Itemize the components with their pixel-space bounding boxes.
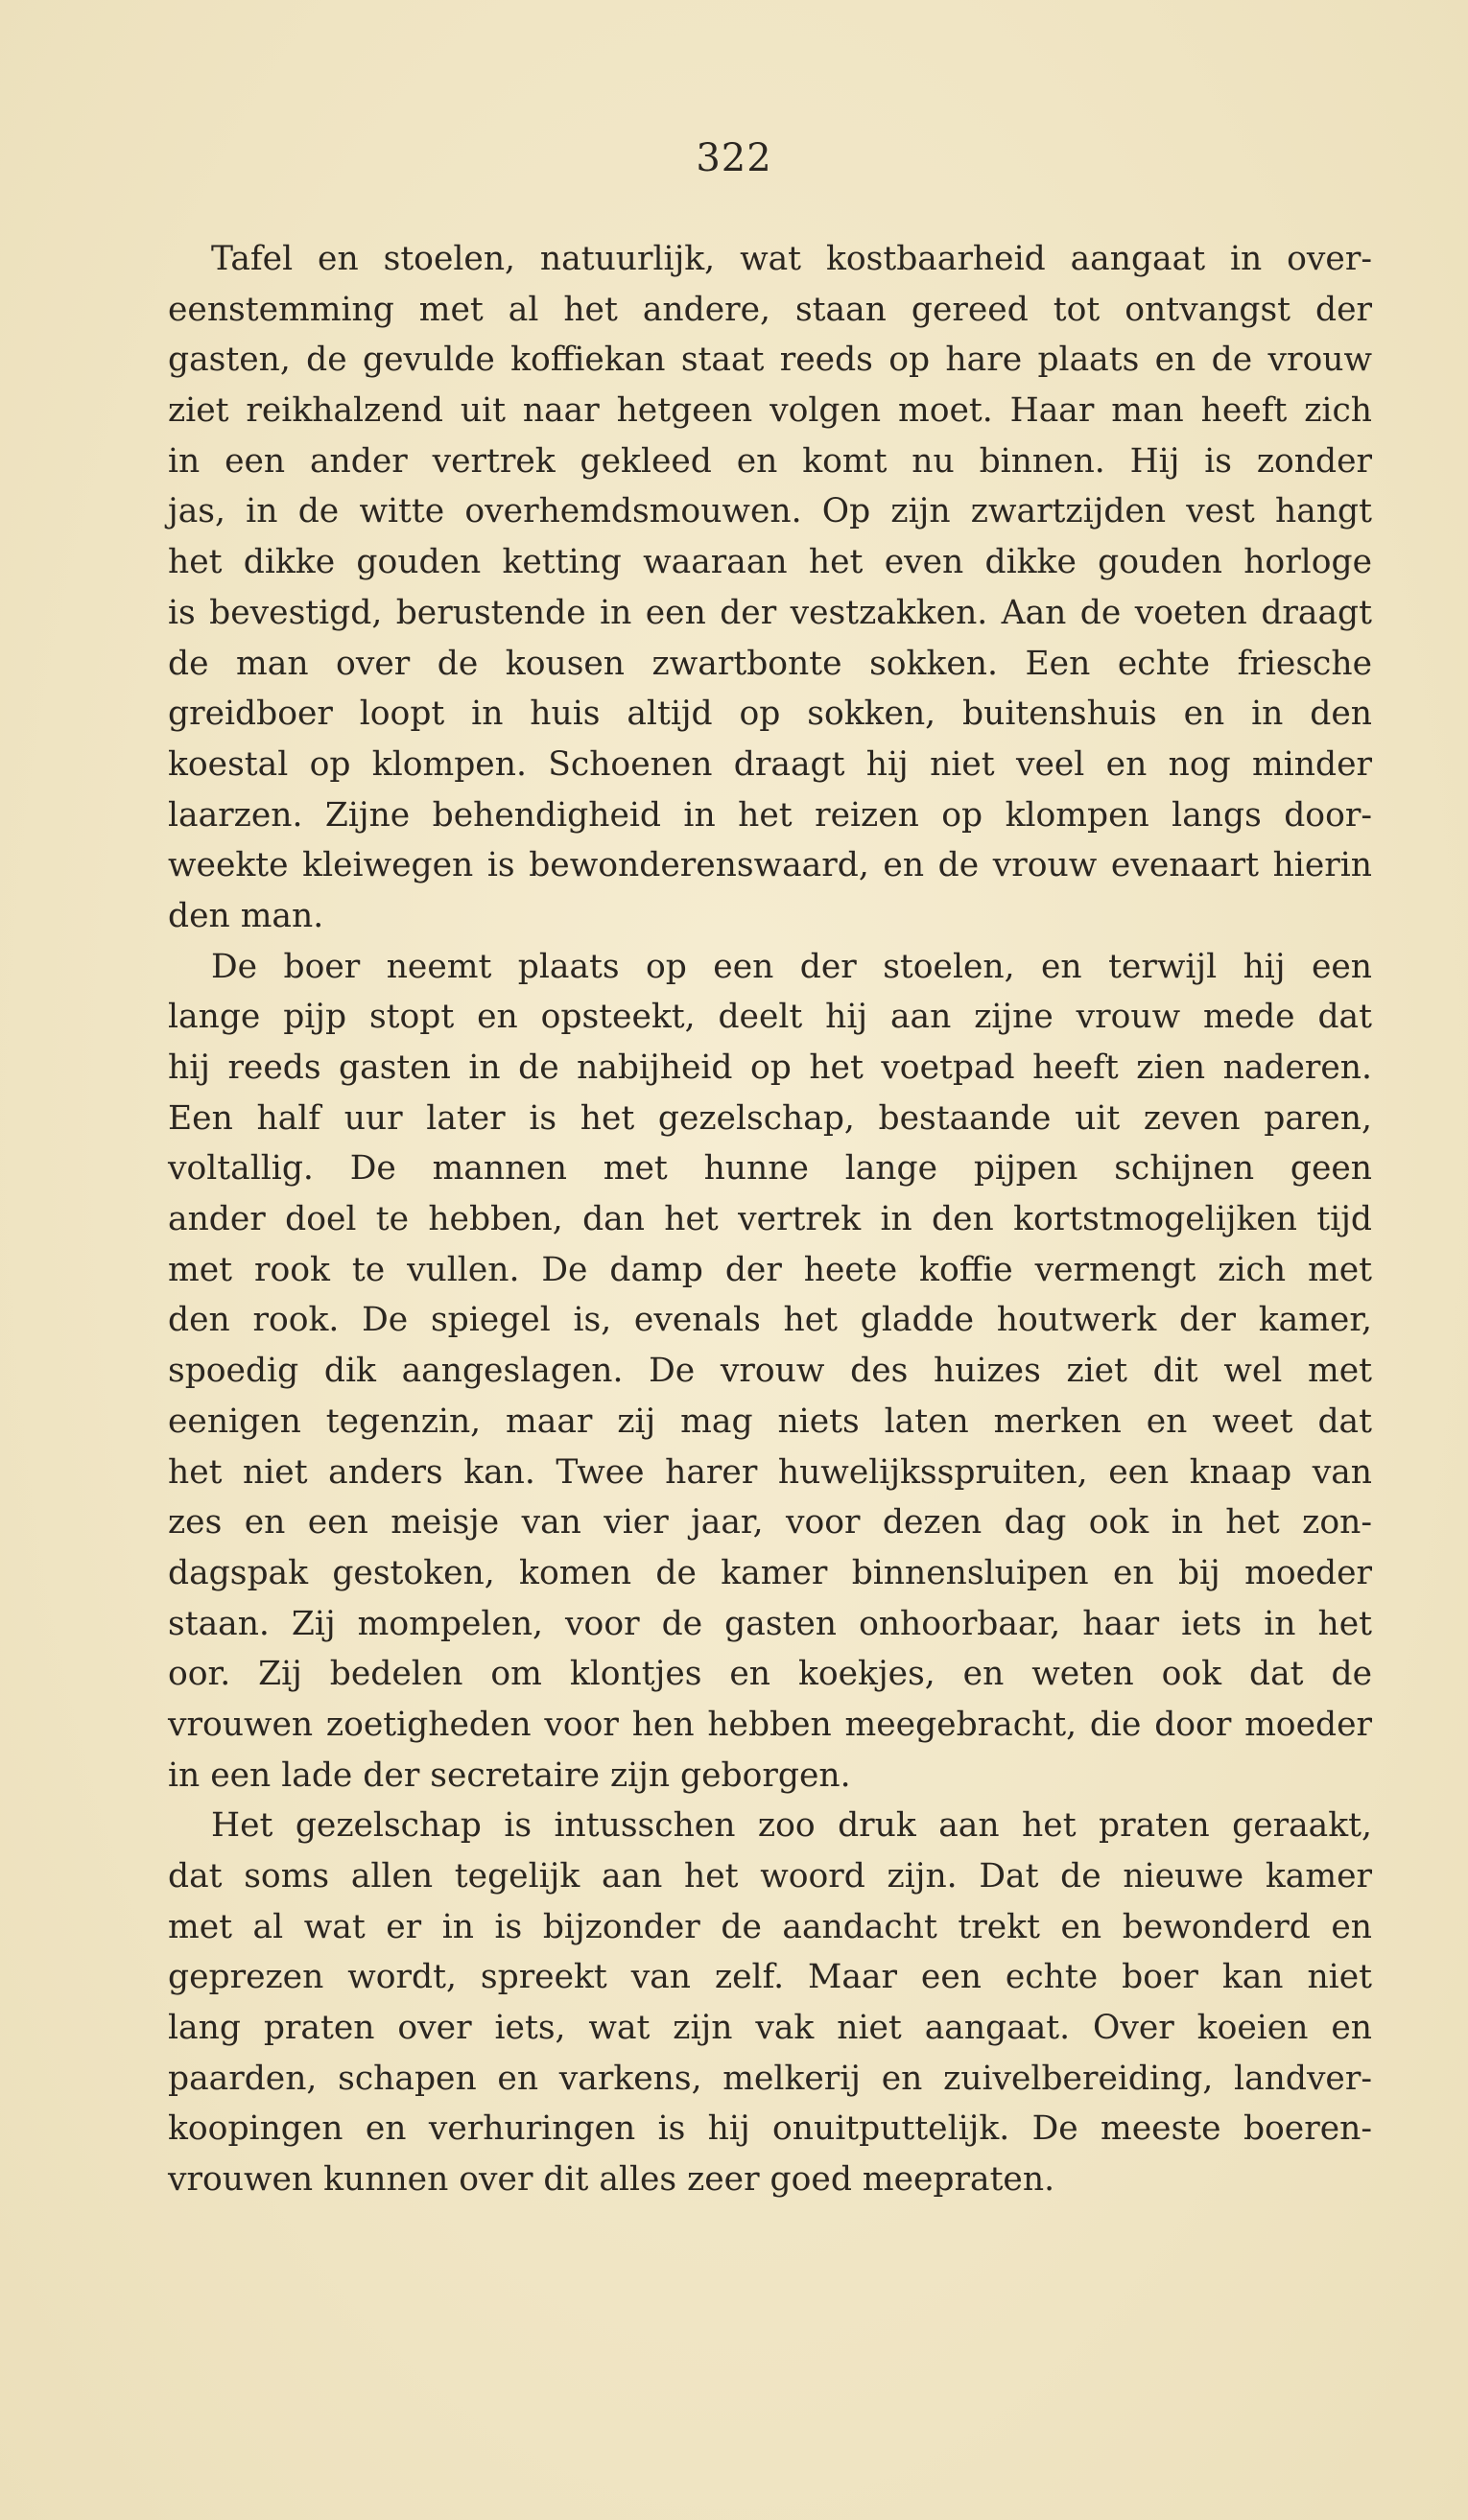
text-line: het niet anders kan. Twee harer huwelijksspruiten, een knaap van: [168, 1452, 1372, 1492]
text-line: jas, in de witte overhemdsmouwen. Op zijn zwartzijden vest hangt: [168, 492, 1372, 531]
text-line: met rook te vullen. De damp der heete koffie vermengt zich met: [168, 1250, 1372, 1289]
text-line: koopingen en verhuringen is hij onuitputtelijk. De meeste boeren-: [168, 2109, 1372, 2149]
text-line: hij reeds gasten in de nabijheid op het voetpad heeft zien naderen.: [168, 1048, 1372, 1087]
text-line: het dikke gouden ketting waaraan het even dikke gouden horloge: [168, 543, 1372, 582]
text-line: den rook. De spiegel is, evenals het gladde houtwerk der kamer,: [168, 1301, 1372, 1340]
text-line: lange pijp stopt en opsteekt, deelt hij aan zijne vrouw mede dat: [168, 998, 1372, 1037]
text-line: zes en een meisje van vier jaar, voor dezen dag ook in het zon-: [168, 1503, 1372, 1543]
text-line: Een half uur later is het gezelschap, bestaande uit zeven paren,: [168, 1098, 1372, 1138]
page-number: 322: [696, 136, 772, 180]
text-line: den man.: [168, 896, 324, 935]
text-line: oor. Zij bedelen om klontjes en koekjes, en weten ook dat de: [168, 1655, 1372, 1694]
text-line: weekte kleiwegen is bewonderenswaard, en de vrouw evenaart hierin: [168, 846, 1372, 885]
text-line: staan. Zij mompelen, voor de gasten onhoorbaar, haar iets in het: [168, 1604, 1372, 1643]
text-line: spoedig dik aangeslagen. De vrouw des huizes ziet dit wel met: [168, 1352, 1372, 1391]
text-line: met al wat er in is bijzonder de aandacht trekt en bewonderd en: [168, 1907, 1372, 1946]
text-line: gasten, de gevulde koffiekan staat reeds op hare plaats en de vrouw: [168, 341, 1372, 380]
text-line: in een ander vertrek gekleed en komt nu binnen. Hij is zonder: [168, 441, 1372, 481]
text-line: koestal op klompen. Schoenen draagt hij niet veel en nog minder: [168, 744, 1372, 784]
text-line: Het gezelschap is intusschen zoo druk aan het praten geraakt,: [211, 1806, 1372, 1846]
paragraph-2: [168, 942, 1372, 1802]
text-line: eenstemming met al het andere, staan gereed tot ontvangst der: [168, 290, 1372, 329]
text-line: de man over de kousen zwartbonte sokken. Een echte friesche: [168, 644, 1372, 683]
text-line: laarzen. Zijne behendigheid in het reizen op klompen langs door-: [168, 795, 1372, 835]
paragraph-1: [168, 234, 1372, 942]
text-line: greidboer loopt in huis altijd op sokken, buitenshuis en in den: [168, 695, 1372, 734]
text-line: geprezen wordt, spreekt van zelf. Maar een echte boer kan niet: [168, 1958, 1372, 1997]
text-line: vrouwen zoetigheden voor hen hebben meegebracht, die door moeder: [168, 1705, 1372, 1744]
text-line: Tafel en stoelen, natuurlijk, wat kostbaarheid aangaat in over-: [211, 240, 1372, 278]
text-line: in een lade der secretaire zijn geborgen.: [168, 1755, 851, 1795]
text-line: eenigen tegenzin, maar zij mag niets laten merken en weet dat: [168, 1401, 1372, 1441]
text-line: ziet reikhalzend uit naar hetgeen volgen moet. Haar man heeft zich: [168, 391, 1372, 431]
text-line: is bevestigd, berustende in een der vestzakken. Aan de voeten draagt: [168, 593, 1372, 632]
text-line: dat soms allen tegelijk aan het woord zijn. Dat de nieuwe kamer: [168, 1857, 1372, 1896]
text-line: lang praten over iets, wat zijn vak niet aangaat. Over koeien en: [168, 2009, 1372, 2048]
text-line: ander doel te hebben, dan het vertrek in den kortstmogelijken tijd: [168, 1200, 1372, 1239]
text-line: dagspak gestoken, komen de kamer binnensluipen en bij moeder: [168, 1553, 1372, 1592]
body-text: [168, 234, 1372, 2205]
text-line: vrouwen kunnen over dit alles zeer goed meepraten.: [168, 2160, 1055, 2200]
text-line: paarden, schapen en varkens, melkerij en zuivelbereiding, landver-: [168, 2059, 1372, 2098]
paragraph-3: [168, 1801, 1372, 2205]
text-line: De boer neemt plaats op een der stoelen, en terwijl hij een: [211, 947, 1372, 986]
text-line: voltallig. De mannen met hunne lange pijpen schijnen geen: [168, 1149, 1372, 1189]
